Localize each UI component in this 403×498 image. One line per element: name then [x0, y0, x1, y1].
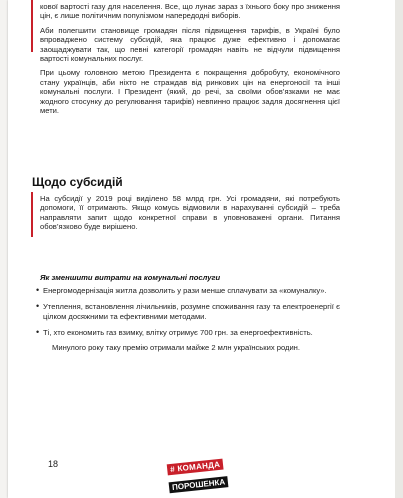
paragraph-2: Аби полегшити становище громадян після підвищення тарифів, в Україні було впроваджено систему субсидій, яка працює дуже ефективно і допомагає заощаджувати так, що певні категорії громадян навіть не відчули підвищення вартості комунальних послуг. — [40, 25, 340, 64]
closing-paragraph: Минулого року таку премію отримали майже 2 млн українських родин. — [52, 343, 300, 352]
list-item — [36, 302, 340, 321]
bullet-dot-icon: • — [36, 327, 40, 338]
bullet-dot-icon: • — [36, 285, 40, 295]
subheading: Як зменшити витрати на комунальні послуги — [40, 273, 221, 282]
section-intro — [40, 194, 340, 237]
bullet-list — [36, 286, 340, 345]
page-number: 18 — [48, 459, 59, 469]
list-item — [36, 328, 340, 337]
logo-top: # КОМАНДА — [167, 459, 224, 476]
paragraph-3: При цьому головною метою Президента є покращення добробуту, економічного стану українців, аби ніхто не страждав від ринкових цін на енергоносії та інші комунальні послуги. І Президент (який, до речі, за своїми обов’язками не має жодного стосунку до регулювання тарифів) невпинно працює задля досягнення цієї мети. — [40, 68, 340, 116]
top-text-block — [40, 2, 340, 120]
bullet-text: Енергомодернізація житла дозволить у рази менше сплачувати за «комуналку». — [43, 286, 327, 295]
list-item — [36, 286, 340, 295]
party-logo — [166, 453, 234, 497]
accent-bar-top — [31, 0, 33, 52]
bullet-text: Утеплення, встановлення лічильників, розумне споживання газу та електроенергії є цілком досяжними та ефективними методами. — [43, 302, 340, 321]
section-heading: Щодо субсидій — [32, 175, 123, 189]
document-page — [8, 0, 395, 498]
accent-bar-section — [31, 192, 33, 237]
bullet-dot-icon: • — [36, 301, 40, 312]
page-edge — [395, 0, 403, 498]
bullet-text: Ті, хто економить газ взимку, влітку отримує 700 грн. за енергоефективність. — [43, 328, 313, 338]
intro-paragraph: На субсидії у 2019 році виділено 58 млрд грн. Усі громадяни, які потребують допомоги, її отримають. Якщо комусь відмовили в нарахуванні субсидій – треба направляти запит щодо конкретної справи в уповноважені органи. Питання обов’язково буде вирішено. — [40, 194, 340, 232]
paragraph-1: кової вартості газу для населення. Все, що лунає зараз з їхнього боку про зниження цін, є лише політичним популізмом напередодні виборів. — [40, 2, 340, 21]
logo-bottom: ПОРОШЕНКА — [169, 476, 229, 493]
